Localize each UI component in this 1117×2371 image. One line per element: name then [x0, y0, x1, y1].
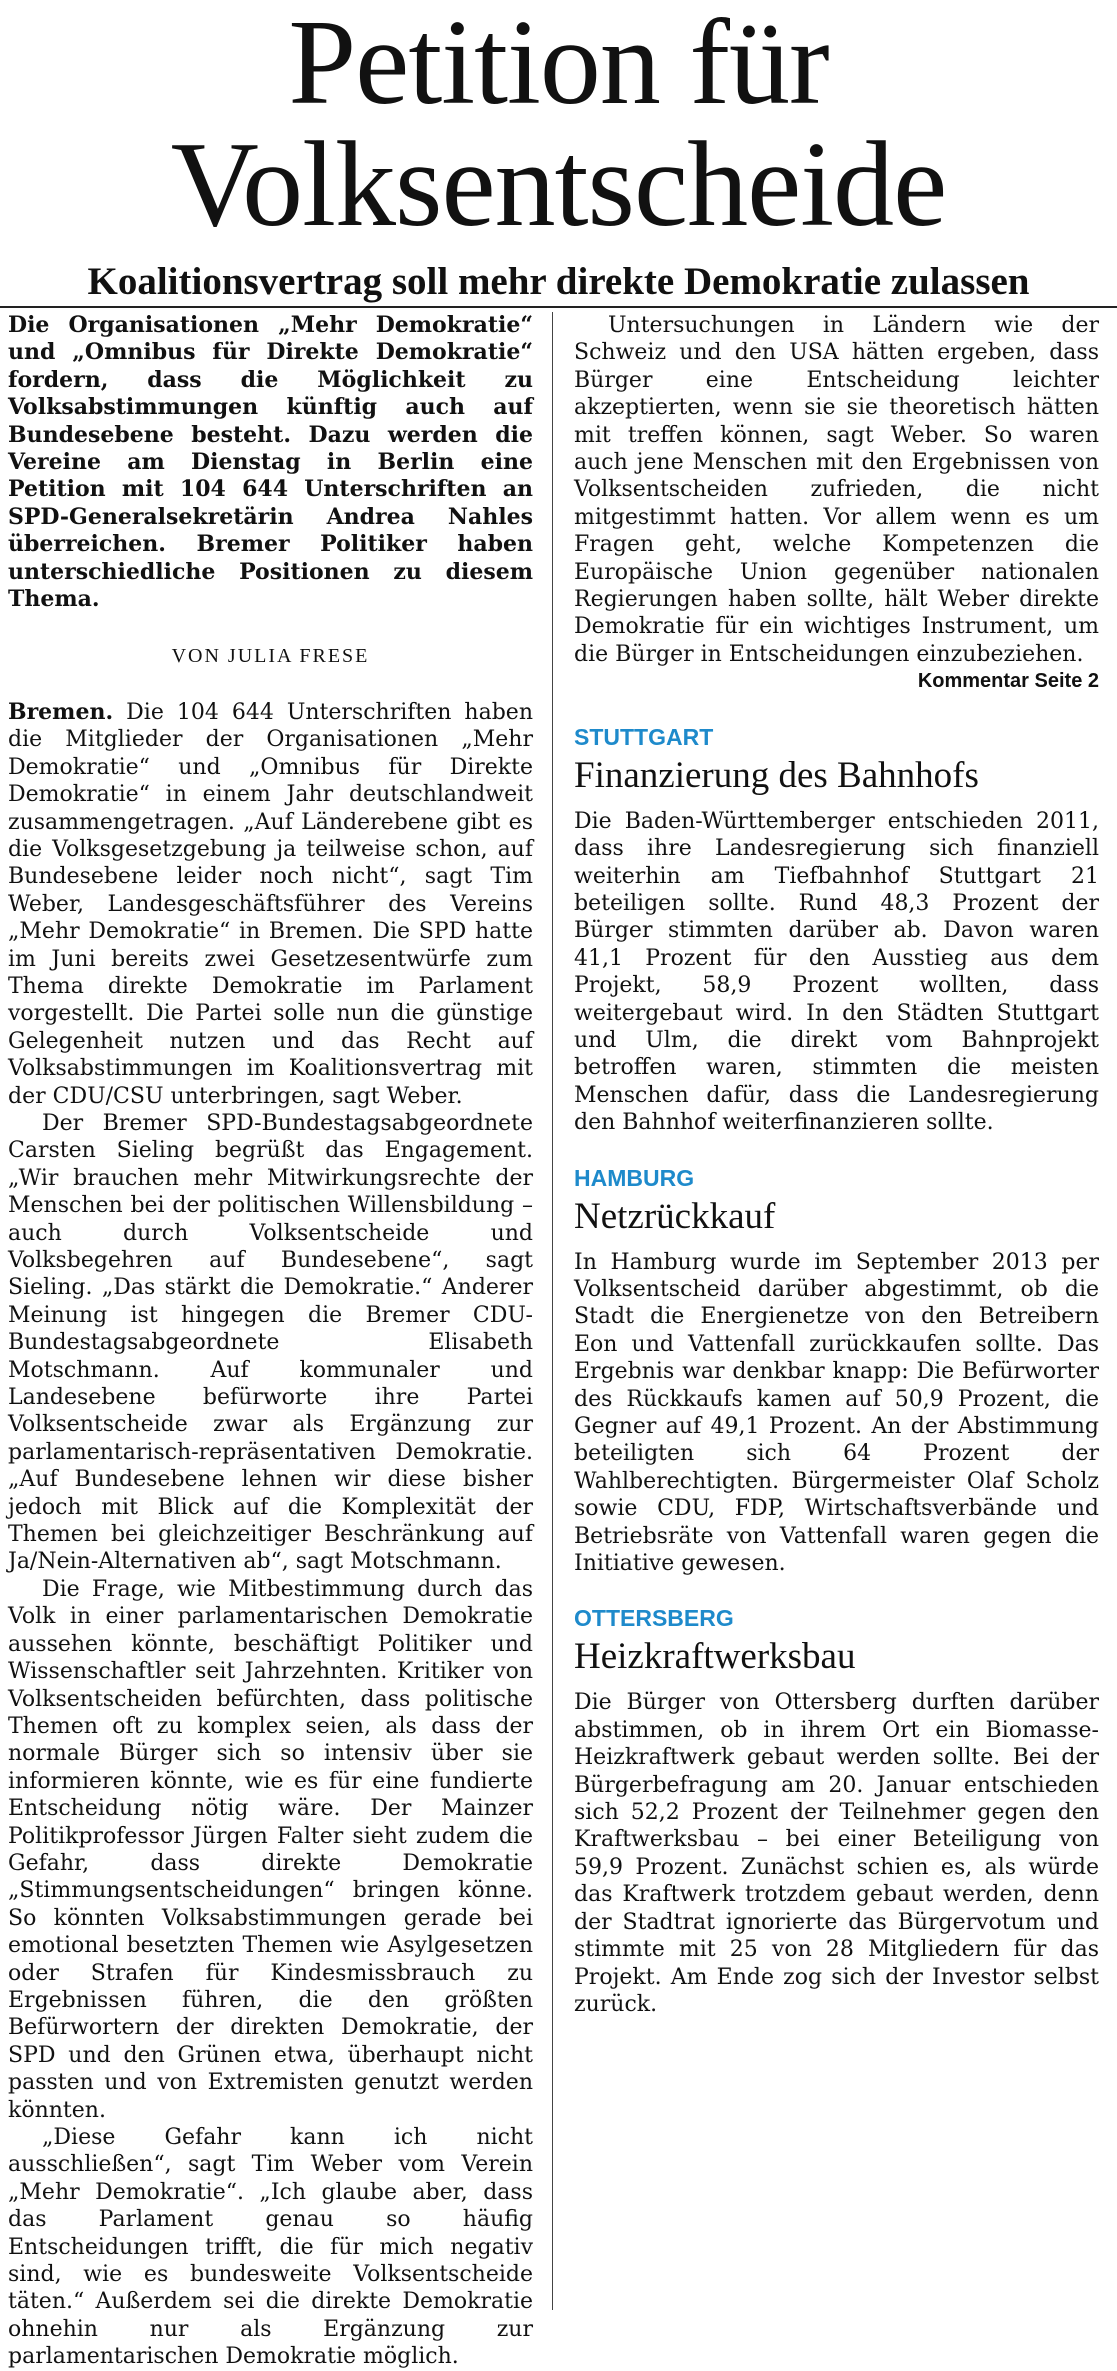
paragraph-1 [8, 699, 533, 1110]
paragraph-3: Die Frage, wie Mitbestimmung durch das Volk in einer parlamentarischen Demokratie aussehen könnte, beschäftigt Politiker und Wissenschaftler seit Jahrzehnten. Kritiker von Volksentscheiden befürchten, dass politische Themen oft zu komplex seien, als dass der normale Bürger sich so intensiv über sie informieren könnte, wie es für eine fundierte Entscheidung nötig wäre. Der Mainzer Politikprofessor Jürgen Falter sieht zudem die Gefahr, dass direkte Demokratie „Stimmungsentscheidungen“ bringen könne. So könnten Volksabstimmungen gerade bei emotional besetzten Themen wie Asylgesetzen oder Strafen für Kindesmissbrauch zu Ergebnissen führen, die den größten Befürwortern der direkten Demokratie, der SPD und den Grünen etwa, überhaupt nicht passten und von Extremisten genutzt werden könnten. [8, 1576, 533, 2123]
box-text: Die Baden-Württemberger entschieden 2011, dass ihre Landesregierung sich finanziell weiterhin am Tiefbahnhof Stuttgart 21 beteiligen sollte. Rund 48,3 Prozent der Bürger stimmten darüber ab. Davon waren 41,1 Prozent für den Ausstieg aus dem Projekt, 58,9 Prozent wollten, dass weitergebaut wird. In den Städten Stuttgart und Ulm, die direkt vom Bahnprojekt betroffen waren, stimmten die meisten Menschen dafür, dass die Landesregierung den Bahnhof weiterfinanzieren sollte. [574, 808, 1099, 1136]
cross-reference: Kommentar Seite 2 [917, 670, 1099, 693]
paragraph-5-text: Untersuchungen in Ländern wie der Schweiz und den USA hätten ergeben, dass Bürger eine Entscheidung leichter akzeptierten, wenn sie sie theoretisch hätten mit treffen können, sagt Weber. So waren auch jene Menschen mit den Ergebnissen von Volksentscheiden zufrieden, die nicht mitgestimmt hatten. Vor allem wenn es um Fragen geht, welche Kompetenzen die Europäische Union gegenüber nationalen Regierungen haben sollte, hält Weber direkte Demokratie für ein wichtiges Instrument, um die Bürger in Entscheidungen einzubeziehen. [574, 313, 1099, 667]
box-title: Finanzierung des Bahnhofs [574, 754, 979, 796]
box-place: HAMBURG [574, 1164, 695, 1191]
paragraph-2: Der Bremer SPD-Bundestagsabgeordnete Carsten Sieling begrüßt das Engagement. „Wir brauchen mehr Mitwirkungsrechte der Menschen bei der politischen Willensbildung – auch durch Volksentscheide und Volksbegehren auf Bundesebene“, sagt Sieling. „Das stärkt die Demokratie.“ Anderer Meinung ist hingegen die Bremer CDU-Bundestagsabgeordnete Elisabeth Motschmann. Auf kommunaler und Landesebene befürworte ihre Partei Volksentscheide zwar als Ergänzung zur parlamentarisch-repräsentativen Demokratie. „Auf Bundesebene lehnen wir diese bisher jedoch mit Blick auf die Komplexität der Themen bei gleichzeitiger Beschränkung auf Ja/Nein-Alternativen ab“, sagt Motschmann. [8, 1110, 533, 1575]
subheadline: Koalitionsvertrag soll mehr direkte Demokratie zulassen [87, 260, 1030, 303]
box-title: Netzrückkauf [574, 1195, 776, 1237]
headline [0, 0, 1117, 252]
paragraph-4: „Diese Gefahr kann ich nicht ausschließen“, sagt Tim Weber vom Verein „Mehr Demokratie“. „Ich glaube aber, dass das Parlament genau so häufig Entscheidungen trifft, die für mich negativ sind, wie es bundesweite Volksentscheide täten.“ Außerdem sei die direkte Demokratie ohnehin nur als Ergänzung zur parlamentarischen Demokratie möglich. [8, 2125, 533, 2370]
article-body [0, 312, 1117, 2370]
box-place: OTTERSBERG [574, 1605, 734, 1632]
info-box-stuttgart [574, 724, 1099, 1137]
paragraph-5 [574, 312, 1099, 693]
dateline: Bremen. [8, 698, 114, 725]
column-right [574, 312, 1099, 2310]
headline-line-1: Petition für [288, 0, 829, 130]
box-text: In Hamburg wurde im September 2013 per Volksentscheid darüber abgestimmt, ob die Stadt die Energienetze von den Betreibern Eon und Vattenfall zurückkaufen sollte. Das Ergebnis war denkbar knapp: Die Befürworter des Rückkaufs kamen auf 50,9 Prozent, die Gegner auf 49,1 Prozent. An der Abstimmung beteiligten sich 64 Prozent der Wahlberechtigten. Bürgermeister Olaf Scholz sowie CDU, FDP, Wirtschaftsverbände und Betriebsräte von Vattenfall waren gegen die Initiative gewesen. [574, 1249, 1099, 1577]
box-place: STUTTGART [574, 723, 714, 750]
box-text: Die Bürger von Ottersberg durften darüber abstimmen, ob in ihrem Ort ein Biomasse-Heizkraftwerk gebaut werden sollte. Bei der Bürgerbefragung am 20. Januar entschieden sich 52,2 Prozent der Teilnehmer gegen den Kraftwerksbau – bei einer Beteiligung von 59,9 Prozent. Zunächst schien es, als würde das Kraftwerk trotzdem gebaut werden, denn der Stadtrat ignorierte das Bürgervotum und stimmte mit 25 von 28 Mitgliedern für das Projekt. Am Ende zog sich der Investor selbst zurück. [574, 1690, 1099, 2017]
box-title: Heizkraftwerksbau [574, 1636, 856, 1678]
header-rule [0, 306, 1117, 308]
lead-paragraph: Die Organisationen „Mehr Demokratie“ und „Omnibus für Direkte Demokratie“ fordern, dass die Möglichkeit zu Volksabstimmungen künftig auch auf Bundesebene besteht. Dazu werden die Vereine am Dienstag in Berlin eine Petition mit 104 644 Unterschriften an SPD-Generalsekretärin Andrea Nahles überreichen. Bremer Politiker haben unterschiedliche Positionen zu diesem Thema. [8, 312, 533, 613]
info-box-hamburg [574, 1165, 1099, 1578]
headline-line-2: Volksentscheide [170, 117, 947, 252]
column-divider [552, 312, 553, 2310]
info-box-ottersberg [574, 1605, 1099, 2018]
paragraph-1-text: Die 104 644 Unterschriften haben die Mitglieder der Organisationen „Mehr Demokratie“ und „Omnibus für Direkte Demokratie“ in einem Jahr deutschlandweit zusammengetragen. „Auf Länderebene gibt es die Volksgesetzgebung ja teilweise schon, auf Bundesebene leider noch nicht“, sagt Tim Weber, Landesgeschäftsführer des Vereins „Mehr Demokratie“ in Bremen. Die SPD hatte im Juni bereits zwei Gesetzesentwürfe zum Thema direkte Demokratie im Parlament vorgestellt. Die Partei solle nun die günstige Gelegenheit nutzen und das Recht auf Volksabstimmungen im Koalitionsvertrag mit der CDU/CSU unterbringen, sagt Weber. [8, 699, 533, 1109]
column-left [8, 312, 533, 2370]
byline: VON JULIA FRESE [171, 645, 370, 668]
